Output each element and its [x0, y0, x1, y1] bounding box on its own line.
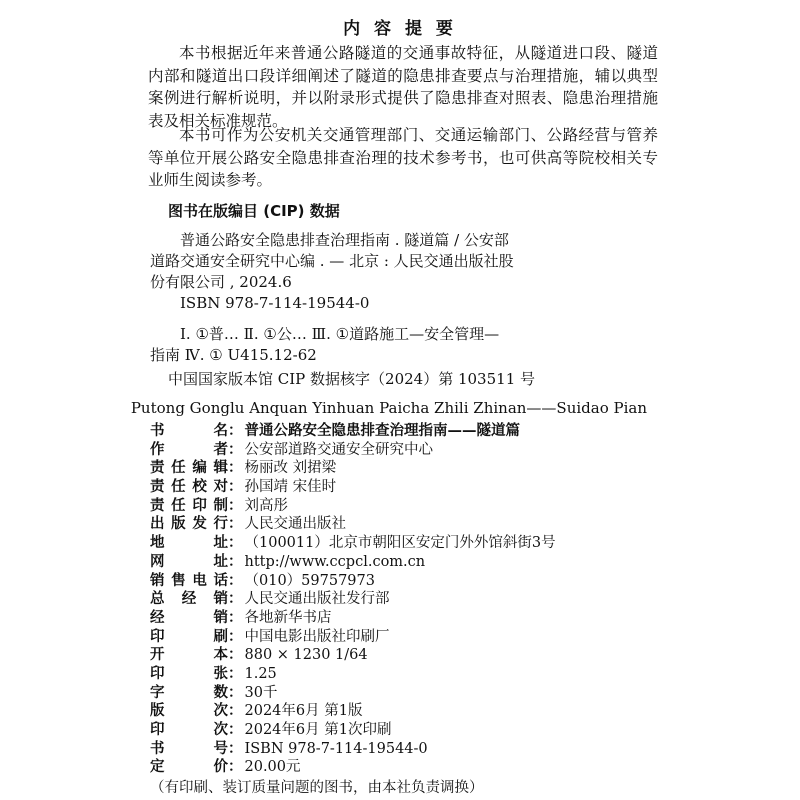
colophon-value: 2024年6月 第1次印刷	[244, 722, 392, 738]
colophon-value: ISBN 978-7-114-19544-0	[244, 740, 428, 757]
colophon-row	[150, 684, 670, 703]
colophon-row	[150, 721, 670, 740]
colophon-row	[150, 609, 670, 628]
cip-isbn: ISBN 978-7-114-19544-0	[180, 294, 370, 312]
colophon-value: 刘高彤	[244, 497, 288, 514]
colophon-row	[150, 646, 670, 665]
colophon-label: 印 张	[150, 665, 228, 682]
colophon-value: 1.25	[244, 665, 277, 682]
colophon-label: 责 任 印 制	[150, 497, 228, 514]
colophon-label: 出 版 发 行	[150, 516, 228, 533]
colophon-label: 经 销	[150, 609, 228, 626]
colophon-value: 30千	[244, 684, 278, 701]
colophon-colon: ：	[228, 479, 243, 496]
colophon-value: 2024年6月 第1版	[244, 703, 363, 720]
colophon-label: 印 次	[150, 722, 228, 738]
colophon-value: 各地新华书店	[244, 609, 332, 626]
colophon-row	[150, 441, 670, 460]
colophon-value: 中国电影出版社印刷厂	[244, 628, 390, 645]
colophon-label: 印 刷	[150, 628, 228, 645]
colophon-colon: ：	[228, 516, 243, 533]
colophon-colon: ：	[228, 609, 243, 626]
colophon-value: 孙国靖 宋佳时	[244, 479, 337, 496]
colophon-label: 书 号	[150, 740, 228, 757]
colophon-colon: ：	[228, 740, 243, 757]
summary-heading: 内 容 提 要	[343, 19, 457, 39]
colophon-value: 普通公路安全隐患排查治理指南——隧道篇	[244, 423, 520, 439]
colophon-label: 责 任 校 对	[150, 479, 228, 496]
colophon-label: 书 名	[150, 423, 228, 439]
colophon-colon: ：	[228, 460, 243, 477]
colophon-label: 销 售 电 话	[150, 572, 228, 589]
cip-line: 道路交通安全研究中心编 . — 北京 : 人民交通出版社股	[150, 252, 514, 270]
colophon-colon: ：	[228, 497, 243, 514]
colophon-value: （010）59757973	[244, 572, 375, 589]
colophon-row	[150, 459, 670, 478]
colophon-row	[150, 422, 670, 441]
colophon-colon: ：	[228, 441, 243, 458]
colophon-row	[150, 497, 670, 516]
colophon-value: http://www.ccpcl.com.cn	[244, 553, 426, 570]
colophon-row	[150, 478, 670, 497]
colophon-label: 网 址	[150, 553, 228, 570]
colophon-colon: ：	[228, 553, 243, 570]
cip-classification: Ⅰ. ①普… Ⅱ. ①公… Ⅲ. ①道路施工—安全管理—	[180, 325, 500, 343]
colophon-label: 定 价	[150, 759, 228, 776]
cip-classification-cont: 指南 Ⅳ. ① U415.12-62	[150, 346, 317, 364]
colophon-value: 880 × 1230 1/64	[244, 647, 368, 664]
pinyin-title: Putong Gonglu Anquan Yinhuan Paicha Zhili Zhinan——Suidao Pian	[130, 399, 647, 417]
cip-check-number: 中国国家版本馆 CIP 数据核字（2024）第 103511 号	[168, 370, 536, 388]
colophon-value: 人民交通出版社	[244, 516, 346, 533]
summary-text-1: 本书根据近年来普通公路隧道的交通事故特征，从隧道进口段、隧道内部和隧道出口段详细阐述了隧道的隐患排查要点与治理措施，辅以典型案例进行解析说明，并以附录形式提供了隐患排查对照表、隐患治理措施表及相关标准规范。	[148, 44, 658, 130]
colophon-label: 责 任 编 辑	[150, 460, 228, 477]
summary-paragraph-2	[148, 124, 658, 192]
colophon-colon: ：	[228, 572, 243, 589]
colophon-colon: ：	[228, 535, 243, 552]
colophon-colon: ：	[228, 591, 243, 608]
colophon-value: （100011）北京市朝阳区安定门外外馆斜街3号	[244, 535, 556, 552]
colophon-colon: ：	[228, 665, 243, 682]
colophon-colon: ：	[228, 722, 243, 738]
colophon-row	[150, 740, 670, 759]
colophon-value: 20.00元	[244, 759, 301, 776]
cip-record	[150, 230, 670, 366]
colophon-row	[150, 665, 670, 684]
colophon-colon: ：	[228, 628, 243, 645]
colophon-label: 地 址	[150, 535, 228, 552]
cip-title: 图书在版编目 (CIP) 数据	[168, 202, 340, 220]
colophon-value: 公安部道路交通安全研究中心	[244, 441, 433, 458]
cip-line: 份有限公司 , 2024.6	[150, 273, 292, 291]
colophon-value: 杨丽改 刘捃梁	[244, 460, 337, 477]
colophon-colon: ：	[228, 684, 243, 701]
colophon-label: 字 数	[150, 684, 228, 701]
colophon-label: 版 次	[150, 703, 228, 720]
colophon-colon: ：	[228, 423, 243, 439]
colophon	[150, 422, 670, 798]
colophon-row	[150, 534, 670, 553]
colophon-colon: ：	[228, 703, 243, 720]
quality-note: （有印刷、装订质量问题的图书，由本社负责调换）	[150, 780, 484, 797]
colophon-label: 开 本	[150, 647, 228, 664]
colophon-row	[150, 702, 670, 721]
summary-text-2: 本书可作为公安机关交通管理部门、交通运输部门、公路经营与管养等单位开展公路安全隐患排查治理的技术参考书，也可供高等院校相关专业师生阅读参考。	[148, 126, 658, 189]
colophon-row	[150, 590, 670, 609]
colophon-row	[150, 553, 670, 572]
colophon-row	[150, 628, 670, 647]
colophon-row	[150, 758, 670, 777]
colophon-colon: ：	[228, 647, 243, 664]
colophon-value: 人民交通出版社发行部	[244, 591, 390, 608]
colophon-row	[150, 572, 670, 591]
colophon-colon: ：	[228, 759, 243, 776]
colophon-label: 作 者	[150, 441, 228, 458]
colophon-row	[150, 515, 670, 534]
colophon-label: 总 经 销	[150, 591, 228, 608]
summary-paragraph-1	[148, 42, 658, 132]
cip-line: 普通公路安全隐患排查治理指南 . 隧道篇 / 公安部	[180, 231, 509, 249]
